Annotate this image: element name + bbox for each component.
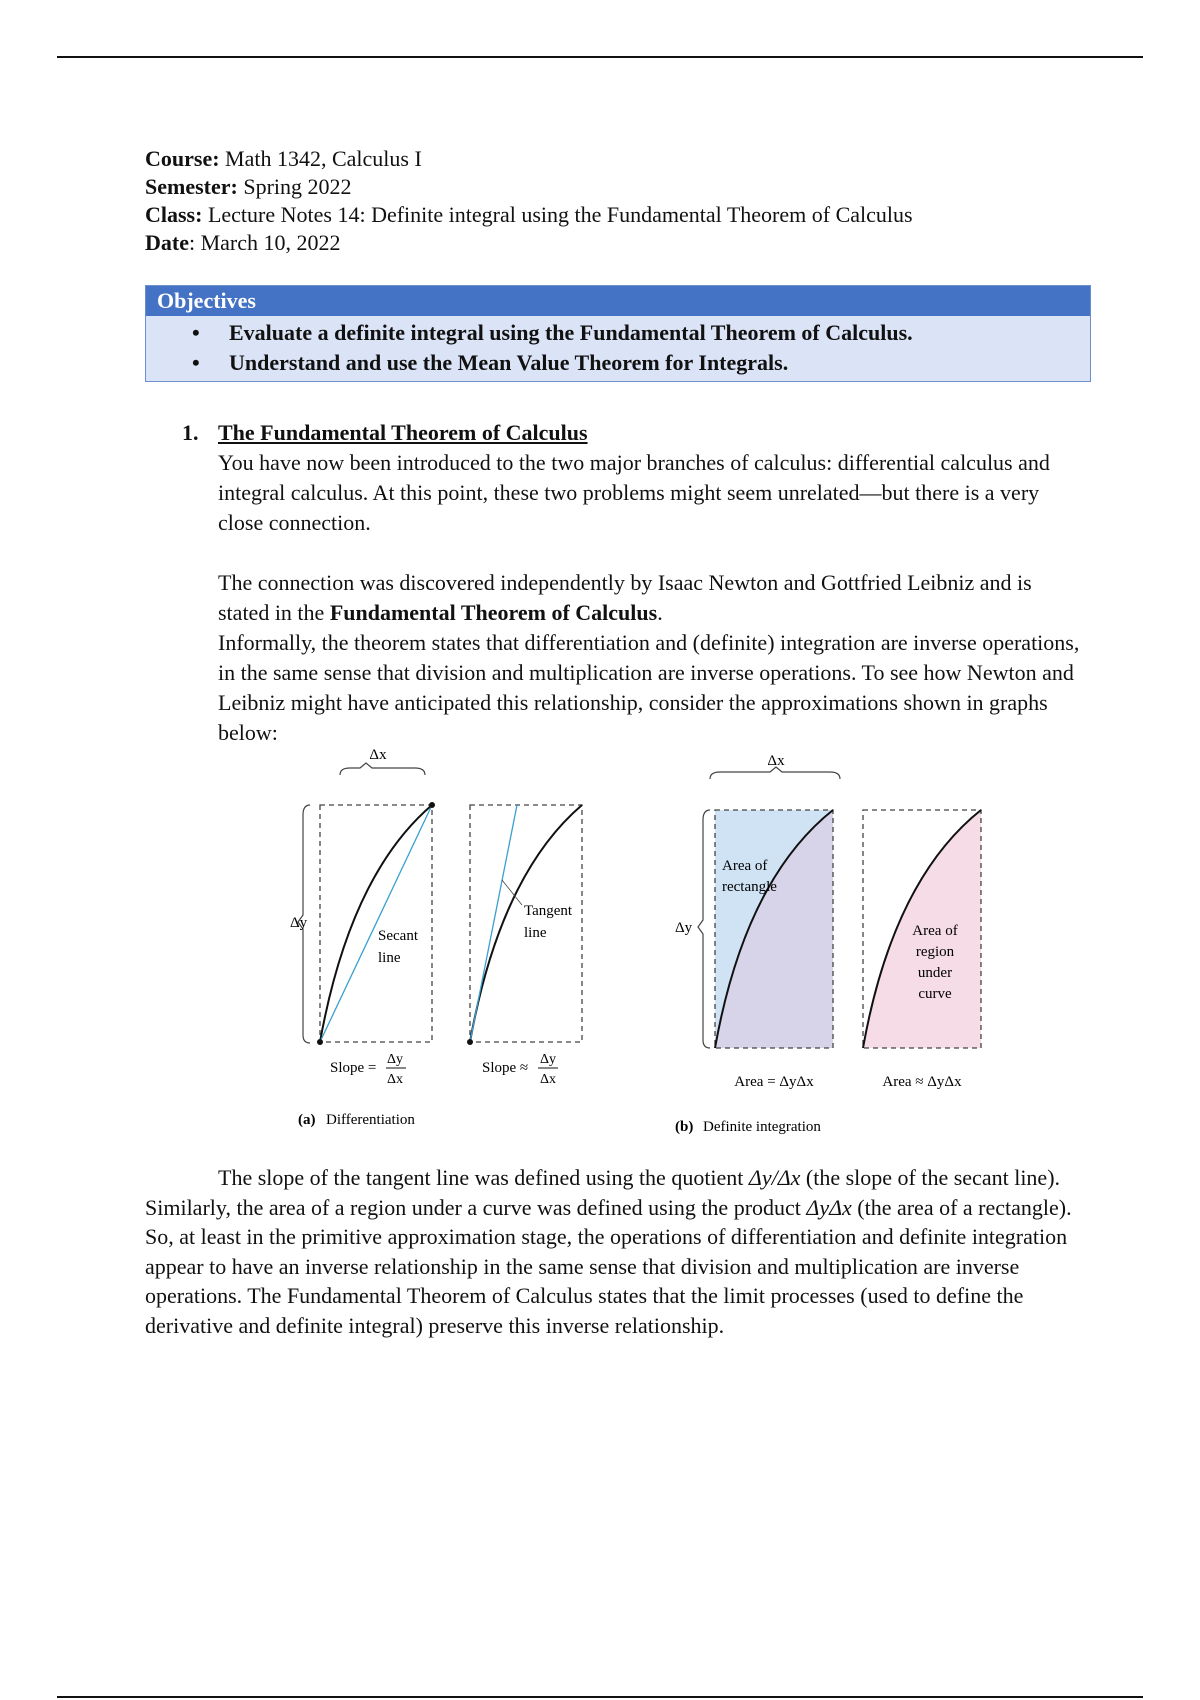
- caption-letter: (a): [298, 1112, 316, 1128]
- objective-item: • Understand and use the Mean Value Theorem for Integrals.: [146, 348, 1090, 378]
- caption-a: Differentiation: [326, 1112, 415, 1128]
- fraction-numerator: Δy: [386, 1052, 404, 1067]
- area-formula: Area ≈ ΔyΔx: [882, 1074, 962, 1090]
- panel-rectangle: [675, 753, 840, 1090]
- panel-secant: [290, 747, 435, 1087]
- point: [429, 802, 435, 808]
- figure-diff-vs-integration: [290, 747, 990, 1135]
- caption-letter: (b): [675, 1119, 694, 1135]
- curve: [470, 805, 582, 1042]
- connection-paragraph: The connection was discovered independently by Isaac Newton and Gottfried Leibniz and is stated in the Fundamental Theorem of Calculus.: [218, 570, 1032, 625]
- secant-line: [320, 805, 432, 1042]
- bullet-icon: •: [192, 320, 200, 345]
- dashed-box: [470, 805, 582, 1042]
- slope-label: Slope ≈: [482, 1060, 529, 1076]
- slope-label: Slope =: [330, 1060, 377, 1076]
- rectangle-label: rectangle: [722, 879, 777, 895]
- panel-tangent: [467, 805, 582, 1087]
- top-rule: [57, 56, 1143, 58]
- objectives-box: [145, 285, 1091, 382]
- delta-y-label: Δy: [290, 915, 308, 931]
- section-fundamental-theorem: [182, 418, 1082, 748]
- region-label: under: [917, 965, 953, 981]
- date-line: Date: March 10, 2022: [145, 230, 341, 255]
- fraction-denominator: Δx: [386, 1072, 404, 1087]
- area-formula: Area = ΔyΔx: [734, 1074, 814, 1090]
- secant-label: Secant: [378, 928, 418, 944]
- panel-region: [863, 810, 981, 1090]
- bullet-icon: •: [192, 350, 200, 375]
- course-info: [145, 145, 913, 257]
- region-label: curve: [918, 986, 952, 1002]
- objectives-title: Objectives: [146, 286, 1090, 316]
- caption-b: Definite integration: [703, 1119, 821, 1135]
- region-label: region: [915, 944, 955, 960]
- tangent-line: [470, 805, 517, 1042]
- delta-x-brace: [340, 763, 425, 775]
- section-heading: The Fundamental Theorem of Calculus: [218, 420, 588, 445]
- course-line: Course: Math 1342, Calculus I: [145, 146, 422, 171]
- rectangle-label: Area of: [722, 858, 768, 874]
- fraction-denominator: Δx: [539, 1072, 557, 1087]
- section-number: 1.: [182, 420, 199, 445]
- delta-x-label: Δx: [369, 747, 387, 763]
- figure-graphic: [290, 747, 990, 1135]
- delta-y-label: Δy: [675, 920, 693, 936]
- closing-paragraph: The slope of the tangent line was defined using the quotient Δy/Δx (the slope of the secant line). Similarly, the area of a region under a curve was defined using the product ΔyΔx (the area of a rectangle). So, at least in the primitive approximation stage, the operations of differentiation and definite integration appear to have an inverse relationship in the same sense that division and multiplication are inverse operations. The Fundamental Theorem of Calculus states that the limit processes (used to define the derivative and definite integral) preserve this inverse relationship.: [145, 1165, 1072, 1338]
- delta-y-brace: [698, 810, 710, 1048]
- math-product: ΔyΔx: [806, 1194, 852, 1220]
- secant-label: line: [378, 950, 401, 966]
- intro-paragraph: You have now been introduced to the two major branches of calculus: differential calculus and integral calculus. At this point, these two problems might seem unrelated—but there is a very close connection.: [218, 450, 1050, 535]
- tangent-label: Tangent: [524, 903, 573, 919]
- bottom-rule: [57, 1696, 1143, 1698]
- math-quotient: Δy/Δx: [748, 1165, 801, 1190]
- fraction-numerator: Δy: [539, 1052, 557, 1067]
- semester-line: Semester: Spring 2022: [145, 174, 352, 199]
- objectives-list: [146, 316, 1090, 381]
- tangent-label: line: [524, 925, 547, 941]
- point: [317, 1039, 323, 1045]
- point: [467, 1039, 473, 1045]
- objective-item: • Evaluate a definite integral using the Fundamental Theorem of Calculus.: [146, 318, 1090, 348]
- class-line: Class: Lecture Notes 14: Definite integral using the Fundamental Theorem of Calculus: [145, 202, 913, 227]
- delta-x-label: Δx: [767, 753, 785, 769]
- informal-paragraph: Informally, the theorem states that differentiation and (definite) integration are inverse operations, in the same sense that division and multiplication are inverse operations. To see how Newton and Leibniz might have anticipated this relationship, consider the approximations shown in graphs below:: [218, 630, 1080, 745]
- region-label: Area of: [912, 923, 958, 939]
